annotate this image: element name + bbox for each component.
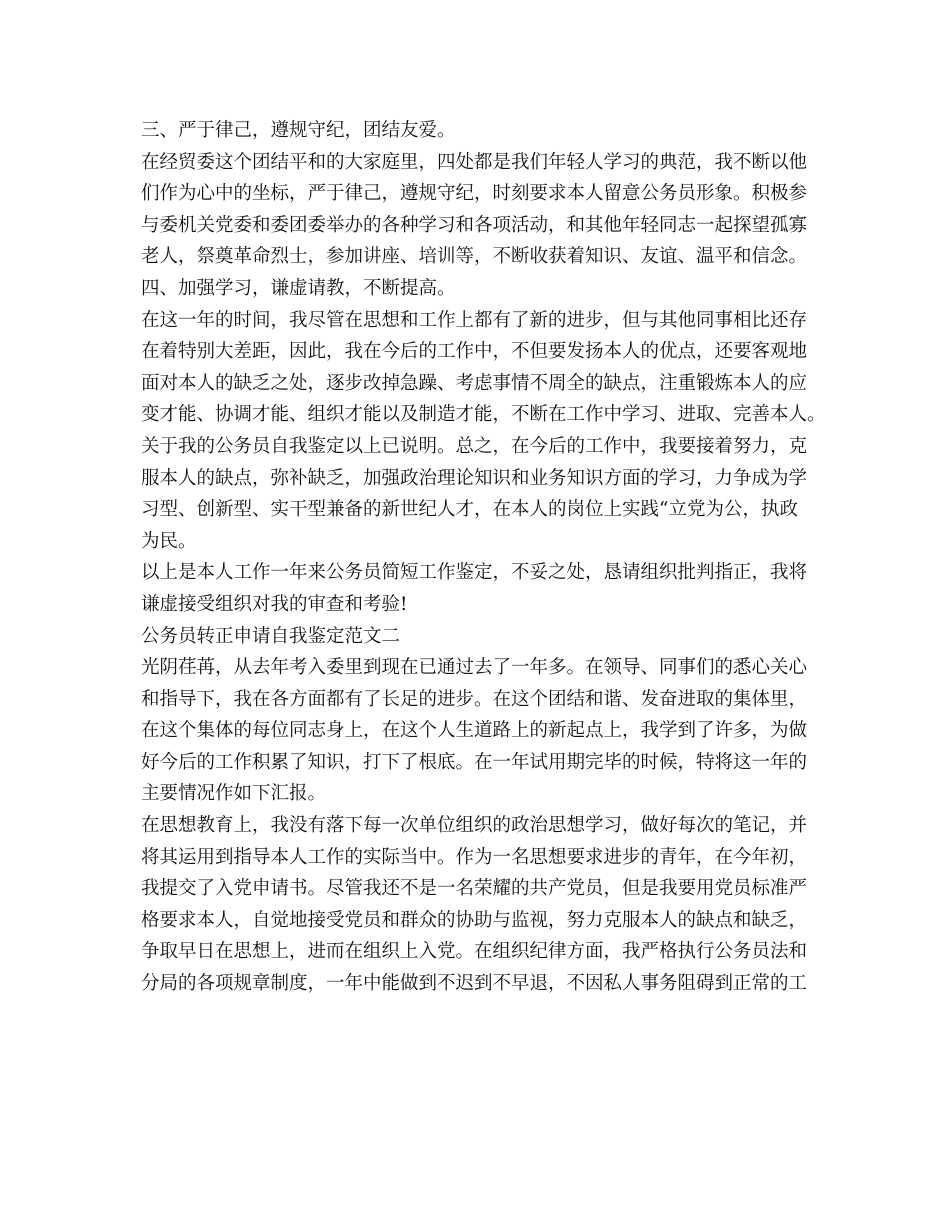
paragraph-line: 与委机关党委和委团委举办的各种学习和各项活动，和其他年轻同志一起探望孤寡 — [141, 214, 808, 236]
paragraph-line: 在经贸委这个团结平和的大家庭里，四处都是我们年轻人学习的典范，我不断以他 — [141, 151, 808, 173]
paragraph-line: 在这一年的时间，我尽管在思想和工作上都有了新的进步，但与其他同事相比还存 — [141, 309, 808, 331]
paragraph-line: 在着特别大差距，因此，我在今后的工作中，不但要发扬本人的优点，还要客观地 — [141, 341, 808, 363]
paragraph-line: 在这个集体的每位同志身上，在这个人生道路上的新起点上，我学到了许多，为做 — [141, 720, 808, 742]
paragraph-line: 谦虚接受组织对我的审查和考验! — [141, 593, 408, 615]
paragraph-line: 们作为心中的坐标，严于律己，遵规守纪，时刻要求本人留意公务员形象。积极参 — [141, 183, 808, 205]
document-body — [141, 115, 826, 1000]
paragraph-line: 在思想教育上，我没有落下每一次单位组织的政治思想学习，做好每次的笔记，并 — [141, 815, 808, 837]
paragraph-line: 变才能、协调才能、组织才能以及制造才能，不断在工作中学习、进取、完善本人。 — [141, 404, 826, 426]
paragraph-line: 以上是本人工作一年来公务员简短工作鉴定，不妥之处，恳请组织批判指正，我将 — [141, 562, 808, 584]
paragraph-line: 老人，祭奠革命烈士，参加讲座、培训等，不断收获着知识、友谊、温平和信念。 — [141, 246, 808, 268]
paragraph-line: 关于我的公务员自我鉴定以上已说明。总之，在今后的工作中，我要接着努力，克 — [141, 435, 808, 457]
paragraph-line: 我提交了入党申请书。尽管我还不是一名荣耀的共产党员，但是我要用党员标准严 — [141, 878, 808, 900]
paragraph-line: 面对本人的缺乏之处，逐步改掉急躁、考虑事情不周全的缺点，注重锻炼本人的应 — [141, 372, 808, 394]
paragraph-line: 将其运用到指导本人工作的实际当中。作为一名思想要求进步的青年，在今年初， — [141, 846, 808, 868]
paragraph-line: 为民。 — [141, 530, 197, 552]
paragraph-line: 格要求本人，自觉地接受党员和群众的协助与监视，努力克服本人的缺点和缺乏， — [141, 909, 808, 931]
paragraph-line: 主要情况作如下汇报。 — [141, 783, 327, 805]
heading-four: 四、加强学习，谦虚请教，不断提高。 — [141, 277, 456, 299]
paragraph-line: 争取早日在思想上，进而在组织上入党。在组织纪律方面，我严格执行公务员法和 — [141, 941, 808, 963]
section-title: 公务员转正申请自我鉴定范文二 — [141, 625, 401, 647]
paragraph-line: 分局的各项规章制度，一年中能做到不迟到不早退，不因私人事务阻碍到正常的工 — [141, 973, 808, 995]
heading-three: 三、严于律己，遵规守纪，团结友爱。 — [141, 120, 456, 141]
paragraph-line: 好今后的工作积累了知识，打下了根底。在一年试用期完毕的时候，特将这一年的 — [141, 751, 808, 773]
paragraph-line: 习型、创新型、实干型兼备的新世纪人才，在本人的岗位上实践“立党为公，执政 — [141, 499, 798, 521]
paragraph-line: 服本人的缺点，弥补缺乏，加强政治理论知识和业务知识方面的学习，力争成为学 — [141, 467, 808, 489]
paragraph-line: 和指导下，我在各方面都有了长足的进步。在这个团结和谐、发奋进取的集体里， — [141, 688, 808, 710]
paragraph-line: 光阴荏苒，从去年考入委里到现在已通过去了一年多。在领导、同事们的悉心关心 — [141, 657, 808, 679]
